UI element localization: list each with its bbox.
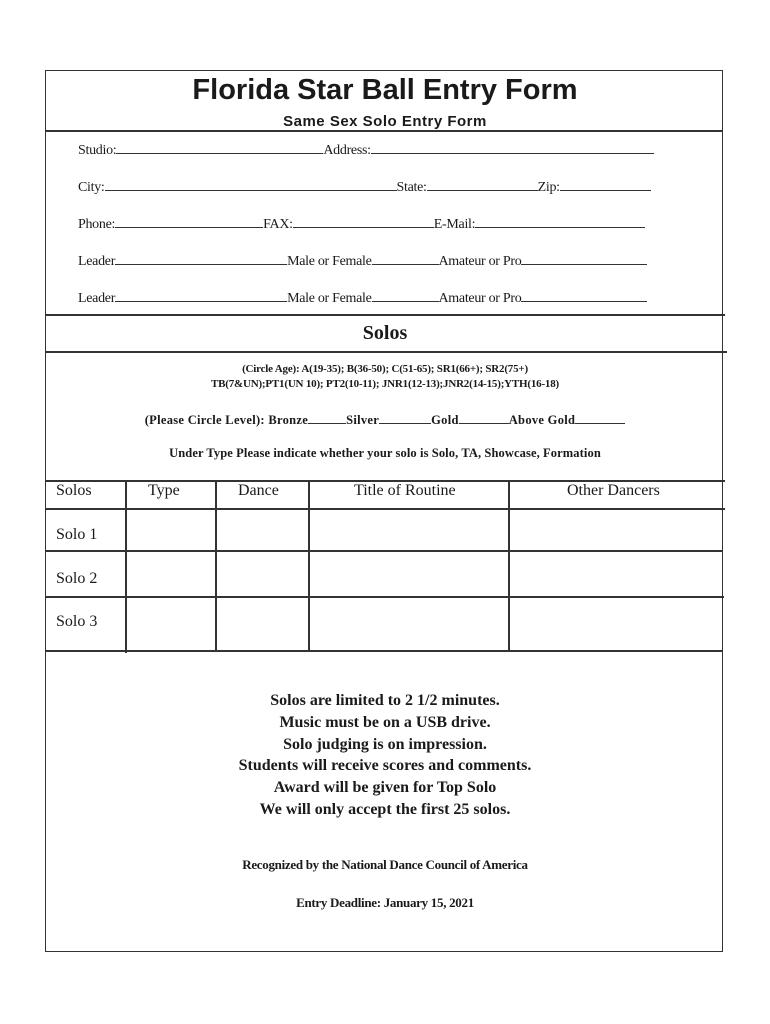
row-label-solo-3: Solo 3 (56, 613, 98, 630)
zip-label: Zip: (537, 180, 560, 195)
table-column-divider (215, 480, 217, 652)
level-prefix: (Please Circle Level): Bronze (144, 413, 309, 427)
table-bottom-border (45, 650, 723, 652)
rule-line: Students will receive scores and comments. (238, 757, 532, 775)
table-column-divider (125, 480, 127, 653)
age-categories-line-1: (Circle Age): A(19-35); B(36-50); C(51-65); SR1(66+); SR2(75+) (242, 363, 528, 375)
phone-fax-email-row (78, 215, 645, 233)
column-header-other-dancers: Other Dancers (567, 482, 660, 499)
address-label: Address: (323, 143, 371, 158)
bronze-field[interactable] (308, 411, 346, 424)
solos-top-divider (45, 314, 725, 316)
table-row-border-1 (45, 550, 722, 552)
solos-heading-divider (45, 351, 727, 353)
table-row-border-2 (45, 596, 724, 598)
male-or-female-field[interactable] (372, 252, 439, 265)
solos-heading: Solos (362, 322, 408, 344)
rule-line: Award will be given for Top Solo (273, 779, 497, 797)
city-state-zip-row (78, 178, 651, 196)
male-or-female-label: Male or Female (287, 291, 372, 306)
phone-label: Phone: (78, 217, 116, 232)
level-above-gold: Above Gold (508, 413, 576, 427)
leader-row-1 (78, 252, 647, 270)
male-or-female-field[interactable] (372, 289, 439, 302)
email-field[interactable] (475, 215, 645, 228)
table-column-divider (308, 480, 310, 651)
header-divider (45, 130, 723, 132)
studio-field[interactable] (116, 141, 323, 154)
column-header-title-of-routine: Title of Routine (354, 482, 456, 499)
rule-line: Solos are limited to 2 1/2 minutes. (270, 692, 500, 709)
table-column-divider (508, 480, 510, 651)
solo-rules (0, 690, 770, 821)
column-header-dance: Dance (238, 482, 279, 499)
row-label-solo-2: Solo 2 (56, 570, 98, 587)
phone-field[interactable] (115, 215, 263, 228)
email-label: E-Mail: (433, 217, 476, 232)
form-subtitle: Same Sex Solo Entry Form (283, 113, 487, 130)
level-silver: Silver (346, 413, 380, 427)
city-field[interactable] (105, 178, 397, 191)
gold-field[interactable] (459, 411, 509, 424)
above-gold-field[interactable] (575, 411, 625, 424)
level-line (0, 411, 770, 428)
rule-line: Music must be on a USB drive. (279, 713, 491, 731)
leader-field[interactable] (115, 289, 287, 302)
level-gold: Gold (431, 413, 459, 427)
zip-field[interactable] (560, 178, 651, 191)
leader-label: Leader (78, 291, 116, 306)
amateur-or-pro-label: Amateur or Pro (438, 291, 522, 306)
silver-field[interactable] (379, 411, 431, 424)
leader-row-2 (78, 289, 647, 307)
form-title: Florida Star Ball Entry Form (192, 74, 578, 106)
rule-line: Solo judging is on impression. (283, 735, 487, 753)
studio-address-row (78, 141, 654, 159)
amateur-or-pro-field[interactable] (521, 252, 647, 265)
entry-deadline: Entry Deadline: January 15, 2021 (296, 895, 474, 910)
rule-line: We will only accept the first 25 solos. (259, 800, 511, 818)
recognition-text: Recognized by the National Dance Council of America (242, 857, 528, 872)
city-label: City: (78, 180, 105, 195)
fax-field[interactable] (293, 215, 434, 228)
column-header-type: Type (148, 482, 180, 499)
row-label-solo-1: Solo 1 (56, 526, 98, 543)
studio-label: Studio: (78, 143, 117, 158)
state-label: State: (396, 180, 427, 195)
type-instruction: Under Type Please indicate whether your solo is Solo, TA, Showcase, Formation (169, 446, 601, 460)
fax-label: FAX: (263, 217, 293, 232)
address-field[interactable] (371, 141, 654, 154)
table-header-border (45, 508, 725, 510)
leader-label: Leader (78, 254, 116, 269)
state-field[interactable] (427, 178, 538, 191)
age-categories-line-2: TB(7&UN);PT1(UN 10); PT2(10-11); JNR1(12-13);JNR2(14-15);YTH(16-18) (210, 378, 559, 390)
amateur-or-pro-field[interactable] (521, 289, 647, 302)
column-header-solos: Solos (56, 482, 92, 499)
male-or-female-label: Male or Female (287, 254, 372, 269)
leader-field[interactable] (115, 252, 287, 265)
amateur-or-pro-label: Amateur or Pro (438, 254, 522, 269)
